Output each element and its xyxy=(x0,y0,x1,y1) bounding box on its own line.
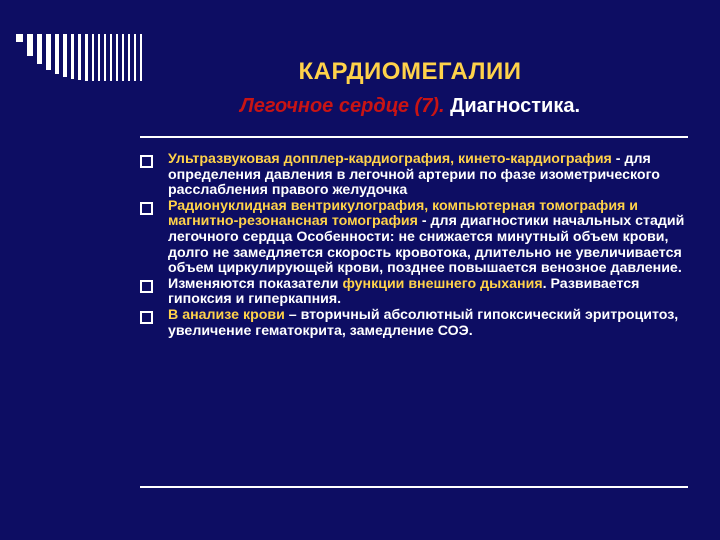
item-text: – вторичный абсолютный гипоксический эритроцитоз, увеличение гематокрита, замедление СОЭ. xyxy=(168,306,679,339)
subtitle-red-part: Легочное сердце (7). xyxy=(239,95,445,117)
subtitle-white-part: Диагностика. xyxy=(444,95,581,117)
bottom-divider-line xyxy=(140,486,688,488)
item-text: Изменяются показатели xyxy=(168,275,343,292)
item-text: - для диагностики начальных стадий легочного сердца Особенности: не снижается минутный объем крови, долго не замедляется скорость кровотока, длительно не увеличивается объем циркулирующей крови, позднее повышается венозное давление. xyxy=(168,213,685,277)
slide-subtitle xyxy=(150,95,670,118)
list-item xyxy=(140,199,688,277)
slide-title: КАРДИОМЕГАЛИИ xyxy=(298,58,522,85)
bullet-list xyxy=(140,152,688,339)
item-text: . Развивается гипоксия и гиперкапния. xyxy=(168,275,640,308)
list-item xyxy=(140,152,688,199)
square-bullet-icon xyxy=(140,202,153,215)
list-item xyxy=(140,277,688,308)
top-divider-line xyxy=(140,136,688,138)
item-highlight: функции внешнего дыхания xyxy=(342,275,543,292)
square-bullet-icon xyxy=(140,155,153,168)
item-text: - для определения давления в легочной артерии по фазе изометрического расслабления правого желудочка xyxy=(168,151,660,199)
square-bullet-icon xyxy=(140,280,153,293)
item-highlight: Ультразвуковая допплер-кардиография, кинето-кардиография xyxy=(168,151,612,167)
item-highlight: Радионуклидная вентрикулография, компьютерная томография и магнитно-резонансная томография xyxy=(168,197,638,230)
decorative-stripes xyxy=(16,34,156,84)
item-highlight: В анализе крови xyxy=(168,306,285,323)
square-bullet-icon xyxy=(140,311,153,324)
list-item xyxy=(140,308,688,339)
